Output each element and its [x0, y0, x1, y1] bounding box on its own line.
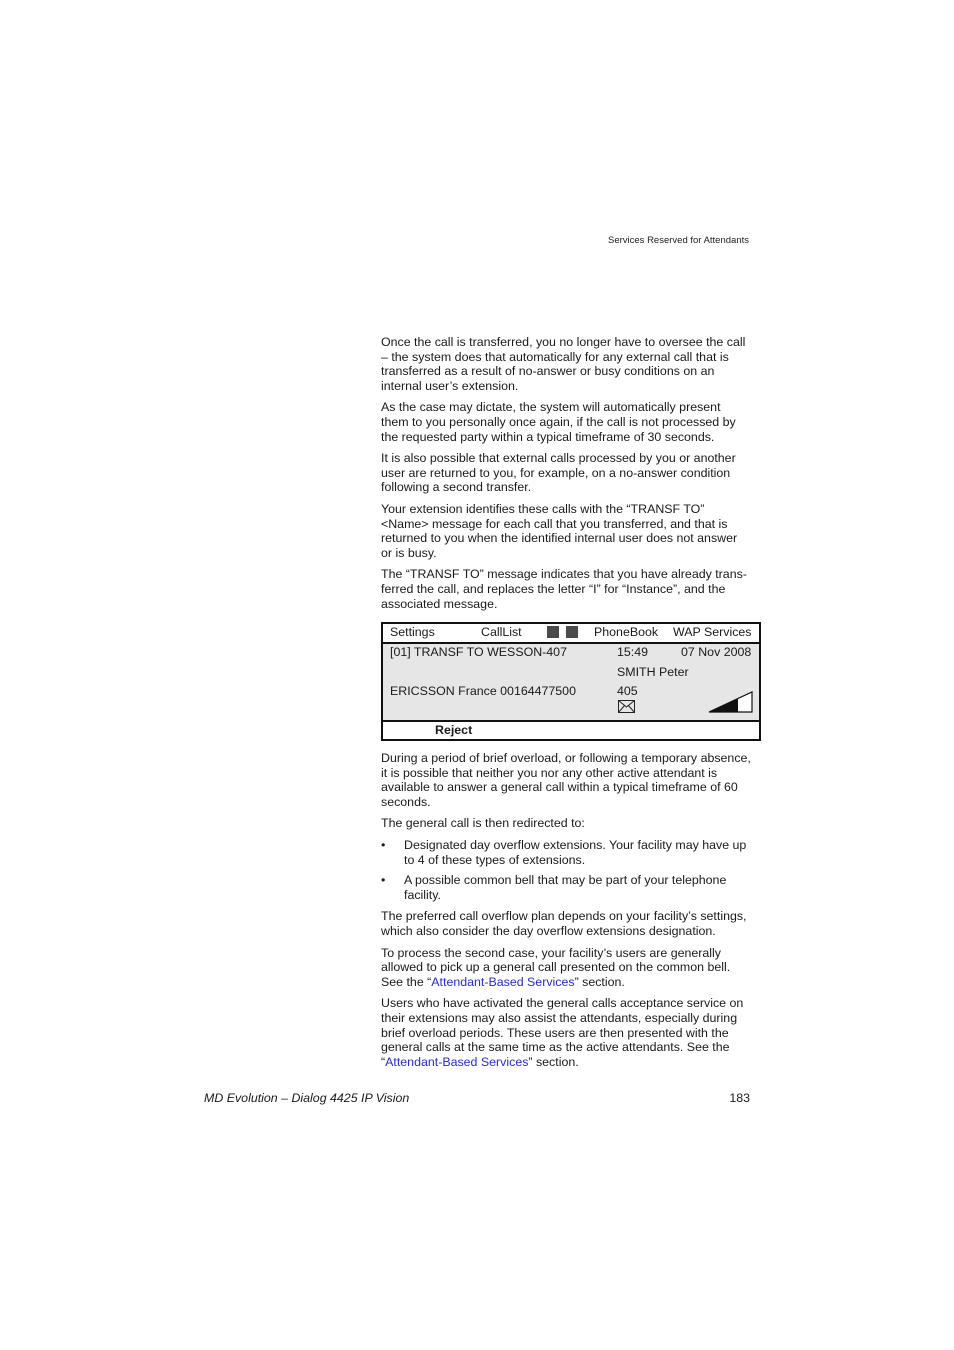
- document-title: MD Evolution – Dialog 4425 IP Vision: [204, 1091, 410, 1105]
- tab-settings: Settings: [390, 625, 435, 640]
- extension-number: 405: [617, 684, 638, 699]
- phone-display-illustration: [381, 622, 761, 741]
- paragraph: It is also possible that external calls processed by you or another user are returned to you, for example, on a no-answer condition following a second transfer.: [381, 451, 736, 495]
- paragraph: [381, 996, 751, 1069]
- paragraph: Once the call is transferred, you no longer have to oversee the call – the system does that automatically for any external call that is transferred as a result of no-answer or busy conditions on an internal user’s extension.: [381, 335, 746, 393]
- tab-phonebook: PhoneBook: [594, 625, 659, 640]
- tab-wap-services: WAP Services: [673, 625, 752, 640]
- running-header: Services Reserved for Attendants: [608, 235, 749, 246]
- paragraph: The preferred call overflow plan depends on your facility’s settings, which also consider the day overflow extensions designation.: [381, 909, 747, 939]
- display-body: [383, 644, 759, 720]
- display-tab-bar: [383, 624, 759, 644]
- text-run: ” section.: [528, 1054, 579, 1069]
- text-run: ” section.: [574, 974, 625, 989]
- page-number: 183: [729, 1091, 750, 1105]
- reject-softkey[interactable]: Reject: [435, 723, 473, 738]
- paragraph: As the case may dictate, the system will automatically present them to you personally once again, if the call is not processed by the requested party within a typical timeframe of 30 seconds.: [381, 400, 736, 444]
- list-item: [381, 838, 751, 867]
- paragraph: The general call is then redirected to:: [381, 816, 585, 831]
- bullet-icon: •: [381, 838, 386, 853]
- bullet-list: [381, 838, 751, 902]
- caller-number: ERICSSON France 00164477500: [390, 684, 576, 699]
- signal-strength-icon: [708, 691, 755, 713]
- call-date: 07 Nov 2008: [681, 645, 752, 660]
- status-square-icon: [566, 626, 578, 638]
- attendant-services-link[interactable]: Attendant-Based Services: [431, 974, 575, 989]
- call-time: 15:49: [617, 645, 649, 660]
- paragraph: [381, 946, 751, 990]
- attendant-services-link[interactable]: Attendant-Based Services: [385, 1054, 529, 1069]
- softkey-bar: [383, 720, 759, 739]
- bullet-icon: •: [381, 873, 386, 888]
- list-item: [381, 873, 751, 902]
- status-square-icon: [547, 626, 559, 638]
- page-footer: [204, 1091, 750, 1105]
- envelope-icon: [618, 700, 635, 713]
- caller-name: SMITH Peter: [617, 665, 689, 680]
- tab-calllist: CallList: [481, 625, 522, 640]
- paragraph: During a period of brief overload, or following a temporary absence, it is possible that neither you nor any other active attendant is available to answer a general call within a typical timeframe of 60 seconds.: [381, 751, 751, 809]
- main-content: [381, 335, 751, 1076]
- text-run: Users who have activated the general calls acceptance service on their extensions may also assist the attendants, especially during brief overload periods. These users are then presented with the general calls at the same time as the active attendants. See the “: [381, 996, 744, 1069]
- paragraph: Your extension identifies these calls with the “TRANSF TO” <Name> message for each call that you transferred, and that is returned to you when the identified internal user does not answer or is busy.: [381, 501, 738, 560]
- list-item-text: A possible common bell that may be part of your telephone facility.: [404, 873, 727, 902]
- list-item-text: Designated day overflow extensions. Your facility may have up to 4 of these types of extensions.: [404, 838, 747, 867]
- paragraph: The “TRANSF TO” message indicates that you have already trans-ferred the call, and replaces the letter “I” for “Instance”, and the associated message.: [381, 567, 747, 611]
- text-run: To process the second case, your facility’s users are generally allowed to pick up a general call presented on the common bell. See the “: [381, 945, 731, 989]
- transfer-line: [01] TRANSF TO WESSON-407: [390, 645, 567, 660]
